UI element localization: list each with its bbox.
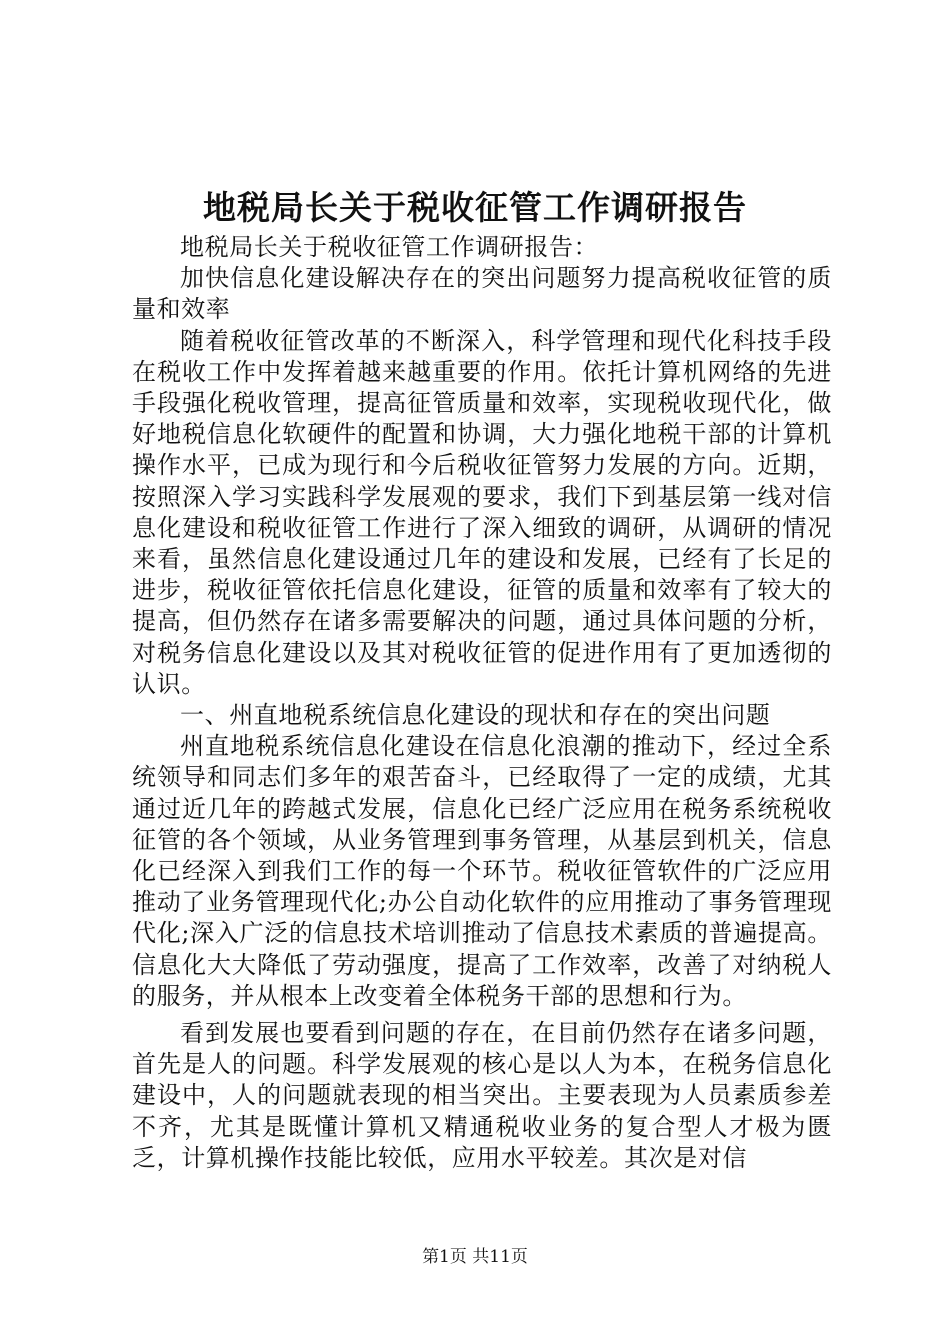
paragraph-intro: 地税局长关于税收征管工作调研报告： — [180, 233, 599, 261]
paragraph-background: 随着税收征管改革的不断深入，科学管理和现代化科技手段在税收工作中发挥着越来越重要的作用。依托计算机网络的先进手段强化税收管理，提高征管质量和效率，实现税收现代化，做好地税信息化软硬件的配置和协调，大力强化地税干部的计算机操作水平，已成为现行和今后税收征管努力发展的方向。近期，按照深入学习实践科学发展观的要求，我们下到基层第一线对信息化建设和税收征管工作进行了深入细致的调研，从调研的情况来看，虽然信息化建设通过几年的建设和发展，已经有了长足的进步，税收征管依托信息化建设，征管的质量和效率有了较大的提高，但仍然存在诸多需要解决的问题，通过具体问题的分析，对税务信息化建设以及其对税收征管的促进作用有了更加透彻的认识。 — [132, 326, 832, 698]
section-heading: 一、州直地税系统信息化建设的现状和存在的突出问题 — [180, 701, 771, 730]
page-footer: 第1页 共11页 — [422, 1247, 528, 1267]
document-body — [132, 232, 832, 1174]
paragraph-problems: 看到发展也要看到问题的存在，在目前仍然存在诸多问题，首先是人的问题。科学发展观的核心是以人为本，在税务信息化建设中，人的问题就表现的相当突出。主要表现为人员素质参差不齐，尤其是既懂计算机又精通税收业务的复合型人才极为匮乏，计算机操作技能比较低，应用水平较差。其次是对信 — [132, 1019, 832, 1172]
paragraph-current-status: 州直地税系统信息化建设在信息化浪潮的推动下，经过全系统领导和同志们多年的艰苦奋斗，已经取得了一定的成绩，尤其通过近几年的跨越式发展，信息化已经广泛应用在税务系统税收征管的各个领域，从业务管理到事务管理，从基层到机关，信息化已经深入到我们工作的每一个环节。税收征管软件的广泛应用推动了业务管理现代化;办公自动化软件的应用推动了事务管理现代化;深入广泛的信息技术培训推动了信息技术素质的普遍提高。信息化大大降低了劳动强度，提高了工作效率，改善了对纳税人的服务，并从根本上改变着全体税务干部的思想和行为。 — [132, 732, 832, 1010]
paragraph-subtitle: 加快信息化建设解决存在的突出问题努力提高税收征管的质量和效率 — [132, 264, 832, 324]
document-title: 地税局长关于税收征管工作调研报告 — [203, 188, 747, 227]
